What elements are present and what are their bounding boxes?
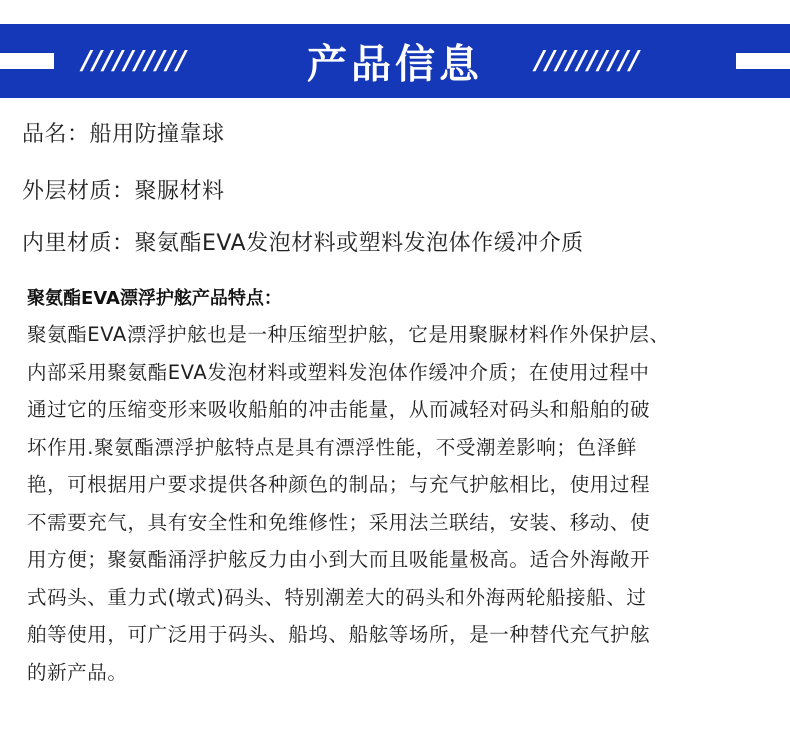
banner-right-slashes: ////////// — [535, 46, 640, 76]
inner-material-line: 内里材质：聚氨酯EVA发泡材料或塑料发泡体作缓冲介质 — [22, 231, 584, 256]
paragraph-line: 舶等使用，可广泛用于码头、船坞、船舷等场所，是一种替代充气护舷 — [27, 623, 651, 646]
paragraph-line: 通过它的压缩变形来吸收船舶的冲击能量，从而减轻对码头和船舶的破 — [27, 398, 651, 421]
paragraph-line: 的新产品。 — [27, 660, 128, 684]
paragraph-line: 内部采用聚氨酯EVA发泡材料或塑料发泡体作缓冲介质；在使用过程中 — [27, 360, 650, 384]
paragraph-line: 不需要充气，具有安全性和免维修性；采用法兰联结，安装、移动、使 — [27, 510, 651, 534]
paragraph-line: 用方便；聚氨酯涌浮护舷反力由小到大而且吸能量极高。适合外海敞开 — [27, 548, 651, 571]
paragraph-line: 式码头、重力式(墩式)码头、特别潮差大的码头和外海两轮船接船、过 — [27, 585, 647, 609]
paragraph-line: 艳，可根据用户要求提供各种颜色的制品；与充气护舷相比，使用过程 — [27, 473, 651, 496]
features-paragraph — [27, 316, 767, 691]
paragraph-line: 聚氨酯EVA漂浮护舷也是一种压缩型护舷，它是用聚脲材料作外保护层、 — [27, 323, 670, 346]
banner-title: 产品信息 — [307, 41, 483, 88]
product-name-line: 品名：船用防撞靠球 — [22, 122, 225, 147]
features-heading: 聚氨酯EVA漂浮护舷产品特点： — [27, 288, 282, 309]
banner-left-slashes: ////////// — [82, 46, 187, 76]
banner-right-bar — [736, 53, 790, 69]
outer-material-line: 外层材质：聚脲材料 — [22, 179, 225, 204]
header-banner — [0, 24, 790, 98]
paragraph-line: 坏作用.聚氨酯漂浮护舷特点是具有漂浮性能，不受潮差影响；色泽鲜 — [27, 435, 637, 459]
